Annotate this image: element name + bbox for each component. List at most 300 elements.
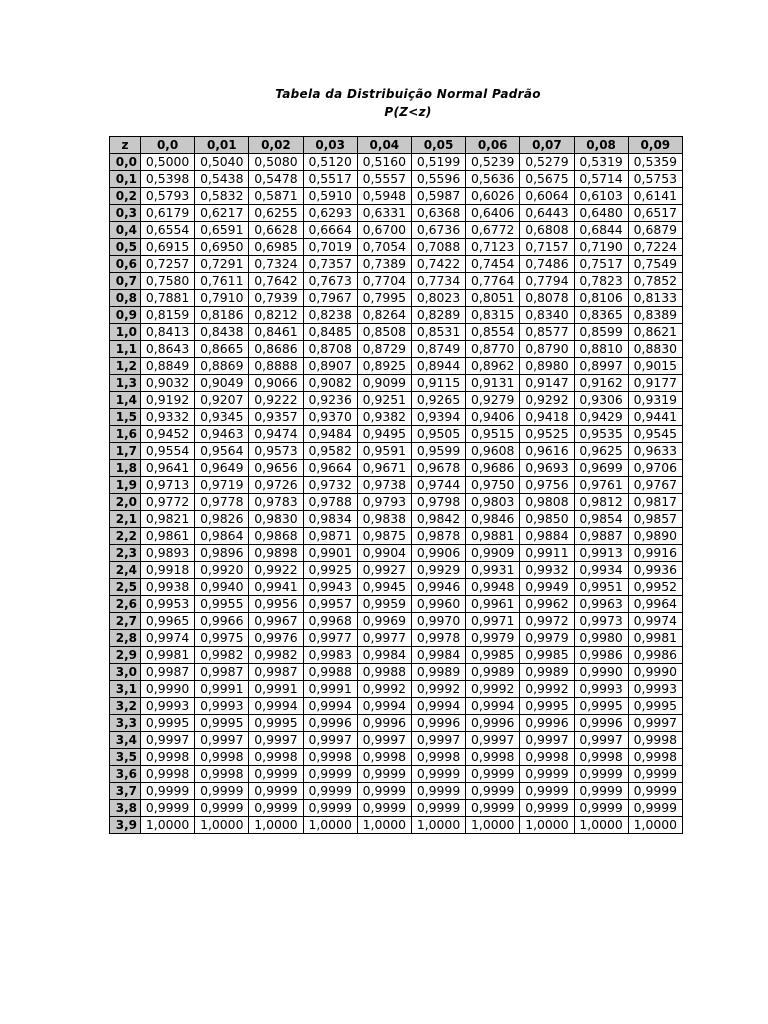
table-cell: 0,5279 <box>520 154 574 171</box>
table-cell: 0,9641 <box>141 460 195 477</box>
row-header-z: 3,9 <box>110 817 141 834</box>
table-cell: 0,7549 <box>628 256 682 273</box>
table-cell: 0,8023 <box>411 290 465 307</box>
table-cell: 0,7967 <box>303 290 357 307</box>
table-row <box>110 324 683 341</box>
page-subtitle: P(Z<z) <box>384 105 432 119</box>
table-cell: 0,8980 <box>520 358 574 375</box>
table-row <box>110 715 683 732</box>
table-cell: 0,7224 <box>628 239 682 256</box>
table-cell: 0,9582 <box>303 443 357 460</box>
table-cell: 0,9994 <box>411 698 465 715</box>
table-cell: 0,9977 <box>357 630 411 647</box>
row-header-z: 0,5 <box>110 239 141 256</box>
table-cell: 0,6844 <box>574 222 628 239</box>
table-row <box>110 647 683 664</box>
table-cell: 0,9236 <box>303 392 357 409</box>
table-row <box>110 613 683 630</box>
table-row <box>110 528 683 545</box>
table-cell: 0,9999 <box>141 783 195 800</box>
table-cell: 0,5438 <box>195 171 249 188</box>
table-cell: 0,9993 <box>628 681 682 698</box>
row-header-z: 3,2 <box>110 698 141 715</box>
table-cell: 0,5359 <box>628 154 682 171</box>
row-header-z: 1,5 <box>110 409 141 426</box>
table-cell: 0,9991 <box>303 681 357 698</box>
table-cell: 0,9719 <box>195 477 249 494</box>
table-cell: 0,9995 <box>141 715 195 732</box>
table-cell: 0,8531 <box>411 324 465 341</box>
table-cell: 0,9591 <box>357 443 411 460</box>
table-cell: 0,9997 <box>249 732 303 749</box>
table-row <box>110 766 683 783</box>
table-cell: 0,9474 <box>249 426 303 443</box>
table-cell: 0,5478 <box>249 171 303 188</box>
table-cell: 0,9999 <box>357 766 411 783</box>
table-cell: 0,7157 <box>520 239 574 256</box>
table-cell: 0,8106 <box>574 290 628 307</box>
table-cell: 0,9207 <box>195 392 249 409</box>
table-row <box>110 273 683 290</box>
table-cell: 0,6331 <box>357 205 411 222</box>
table-cell: 0,9997 <box>411 732 465 749</box>
table-row <box>110 307 683 324</box>
table-cell: 0,6554 <box>141 222 195 239</box>
table-cell: 0,9972 <box>520 613 574 630</box>
table-cell: 0,9968 <box>303 613 357 630</box>
table-cell: 0,8340 <box>520 307 574 324</box>
row-header-z: 3,8 <box>110 800 141 817</box>
table-cell: 0,9989 <box>466 664 520 681</box>
table-cell: 0,9049 <box>195 375 249 392</box>
column-header: 0,07 <box>520 137 574 154</box>
table-cell: 0,9999 <box>466 766 520 783</box>
table-cell: 0,8508 <box>357 324 411 341</box>
table-cell: 0,9564 <box>195 443 249 460</box>
table-cell: 0,9931 <box>466 562 520 579</box>
table-cell: 0,7517 <box>574 256 628 273</box>
table-row <box>110 358 683 375</box>
row-header-z: 1,4 <box>110 392 141 409</box>
table-cell: 0,7910 <box>195 290 249 307</box>
table-cell: 0,7611 <box>195 273 249 290</box>
column-header: 0,09 <box>628 137 682 154</box>
table-cell: 0,9978 <box>411 630 465 647</box>
table-row <box>110 562 683 579</box>
table-cell: 0,9756 <box>520 477 574 494</box>
table-cell: 0,5714 <box>574 171 628 188</box>
table-cell: 0,9994 <box>303 698 357 715</box>
table-cell: 0,9997 <box>141 732 195 749</box>
table-cell: 0,6628 <box>249 222 303 239</box>
table-cell: 0,9898 <box>249 545 303 562</box>
table-cell: 0,9957 <box>303 596 357 613</box>
table-cell: 0,5753 <box>628 171 682 188</box>
table-cell: 1,0000 <box>141 817 195 834</box>
table-cell: 0,9945 <box>357 579 411 596</box>
column-header: 0,05 <box>411 137 465 154</box>
table-cell: 0,9998 <box>249 749 303 766</box>
table-cell: 0,8962 <box>466 358 520 375</box>
table-cell: 0,6700 <box>357 222 411 239</box>
table-cell: 0,8944 <box>411 358 465 375</box>
table-cell: 0,7881 <box>141 290 195 307</box>
table-cell: 0,9996 <box>574 715 628 732</box>
table-cell: 0,9505 <box>411 426 465 443</box>
table-cell: 0,7291 <box>195 256 249 273</box>
table-row <box>110 392 683 409</box>
table-cell: 0,9082 <box>303 375 357 392</box>
table-cell: 0,9834 <box>303 511 357 528</box>
table-cell: 0,9788 <box>303 494 357 511</box>
table-cell: 0,7995 <box>357 290 411 307</box>
row-header-z: 2,6 <box>110 596 141 613</box>
table-cell: 0,7454 <box>466 256 520 273</box>
table-cell: 0,5000 <box>141 154 195 171</box>
table-cell: 0,9306 <box>574 392 628 409</box>
table-cell: 0,9821 <box>141 511 195 528</box>
table-cell: 0,9955 <box>195 596 249 613</box>
table-cell: 0,8438 <box>195 324 249 341</box>
table-cell: 0,9996 <box>303 715 357 732</box>
table-cell: 0,9990 <box>141 681 195 698</box>
table-cell: 0,8925 <box>357 358 411 375</box>
table-cell: 0,9881 <box>466 528 520 545</box>
table-cell: 0,9993 <box>141 698 195 715</box>
table-cell: 0,9463 <box>195 426 249 443</box>
row-header-z: 1,6 <box>110 426 141 443</box>
table-cell: 0,9995 <box>574 698 628 715</box>
table-cell: 0,6064 <box>520 188 574 205</box>
table-cell: 0,9987 <box>141 664 195 681</box>
row-header-z: 1,7 <box>110 443 141 460</box>
table-cell: 0,9911 <box>520 545 574 562</box>
table-cell: 0,9706 <box>628 460 682 477</box>
table-cell: 0,7422 <box>411 256 465 273</box>
table-cell: 0,8264 <box>357 307 411 324</box>
table-cell: 0,9015 <box>628 358 682 375</box>
table-cell: 0,9998 <box>628 749 682 766</box>
corner-cell: z <box>110 137 141 154</box>
table-cell: 0,5910 <box>303 188 357 205</box>
table-cell: 0,8186 <box>195 307 249 324</box>
table-cell: 0,9999 <box>574 783 628 800</box>
table-cell: 0,9608 <box>466 443 520 460</box>
table-container <box>109 136 683 834</box>
row-header-z: 0,3 <box>110 205 141 222</box>
table-cell: 0,8790 <box>520 341 574 358</box>
table-cell: 0,9998 <box>466 749 520 766</box>
table-cell: 0,6808 <box>520 222 574 239</box>
table-row <box>110 511 683 528</box>
row-header-z: 3,0 <box>110 664 141 681</box>
table-cell: 0,9998 <box>141 749 195 766</box>
table-cell: 0,9999 <box>411 783 465 800</box>
table-cell: 0,9988 <box>357 664 411 681</box>
row-header-z: 0,1 <box>110 171 141 188</box>
table-cell: 0,9901 <box>303 545 357 562</box>
table-cell: 0,5517 <box>303 171 357 188</box>
table-cell: 0,9995 <box>520 698 574 715</box>
table-cell: 0,9871 <box>303 528 357 545</box>
table-cell: 0,9983 <box>303 647 357 664</box>
table-cell: 0,9515 <box>466 426 520 443</box>
table-cell: 0,9418 <box>520 409 574 426</box>
table-row <box>110 494 683 511</box>
table-cell: 0,9995 <box>249 715 303 732</box>
table-cell: 0,9846 <box>466 511 520 528</box>
column-header: 0,04 <box>357 137 411 154</box>
table-cell: 0,9992 <box>357 681 411 698</box>
table-cell: 0,9913 <box>574 545 628 562</box>
table-cell: 0,8621 <box>628 324 682 341</box>
table-cell: 0,9484 <box>303 426 357 443</box>
row-header-z: 2,8 <box>110 630 141 647</box>
table-cell: 0,6772 <box>466 222 520 239</box>
table-cell: 0,9808 <box>520 494 574 511</box>
table-cell: 0,9999 <box>141 800 195 817</box>
table-cell: 0,8708 <box>303 341 357 358</box>
row-header-z: 1,3 <box>110 375 141 392</box>
table-cell: 1,0000 <box>574 817 628 834</box>
table-cell: 0,9251 <box>357 392 411 409</box>
column-header: 0,01 <box>195 137 249 154</box>
table-cell: 0,9699 <box>574 460 628 477</box>
table-cell: 0,9956 <box>249 596 303 613</box>
table-cell: 0,9961 <box>466 596 520 613</box>
table-row <box>110 477 683 494</box>
column-header: 0,02 <box>249 137 303 154</box>
table-cell: 0,9971 <box>466 613 520 630</box>
table-row <box>110 749 683 766</box>
table-cell: 0,9633 <box>628 443 682 460</box>
row-header-z: 1,2 <box>110 358 141 375</box>
table-cell: 0,9997 <box>303 732 357 749</box>
table-cell: 0,9997 <box>574 732 628 749</box>
table-cell: 0,9963 <box>574 596 628 613</box>
table-cell: 0,7486 <box>520 256 574 273</box>
table-cell: 0,6368 <box>411 205 465 222</box>
table-row <box>110 222 683 239</box>
title-block <box>0 85 768 121</box>
row-header-z: 3,6 <box>110 766 141 783</box>
table-cell: 0,9967 <box>249 613 303 630</box>
table-cell: 0,9890 <box>628 528 682 545</box>
table-row <box>110 426 683 443</box>
table-cell: 0,9953 <box>141 596 195 613</box>
table-cell: 0,9999 <box>574 800 628 817</box>
table-row <box>110 732 683 749</box>
table-cell: 0,9991 <box>249 681 303 698</box>
table-cell: 0,8830 <box>628 341 682 358</box>
table-cell: 0,9798 <box>411 494 465 511</box>
table-cell: 0,9772 <box>141 494 195 511</box>
table-cell: 0,9887 <box>574 528 628 545</box>
table-cell: 0,9918 <box>141 562 195 579</box>
table-cell: 0,9981 <box>628 630 682 647</box>
table-cell: 1,0000 <box>249 817 303 834</box>
table-row <box>110 290 683 307</box>
table-cell: 0,6026 <box>466 188 520 205</box>
table-cell: 0,9995 <box>628 698 682 715</box>
table-cell: 0,9992 <box>466 681 520 698</box>
row-header-z: 1,8 <box>110 460 141 477</box>
table-cell: 0,9974 <box>141 630 195 647</box>
table-cell: 0,9573 <box>249 443 303 460</box>
table-cell: 0,9131 <box>466 375 520 392</box>
table-cell: 1,0000 <box>357 817 411 834</box>
table-cell: 0,8133 <box>628 290 682 307</box>
table-cell: 0,9812 <box>574 494 628 511</box>
table-cell: 0,9949 <box>520 579 574 596</box>
header-row <box>110 137 683 154</box>
table-cell: 0,7054 <box>357 239 411 256</box>
row-header-z: 0,0 <box>110 154 141 171</box>
table-cell: 0,9997 <box>466 732 520 749</box>
table-cell: 0,9984 <box>411 647 465 664</box>
table-row <box>110 783 683 800</box>
table-cell: 0,8643 <box>141 341 195 358</box>
table-cell: 0,9649 <box>195 460 249 477</box>
table-cell: 0,9656 <box>249 460 303 477</box>
table-cell: 0,9989 <box>520 664 574 681</box>
table-cell: 0,8078 <box>520 290 574 307</box>
table-cell: 0,9929 <box>411 562 465 579</box>
table-cell: 0,9995 <box>195 715 249 732</box>
row-header-z: 2,7 <box>110 613 141 630</box>
table-cell: 0,9999 <box>574 766 628 783</box>
table-cell: 0,9998 <box>195 766 249 783</box>
table-row <box>110 341 683 358</box>
table-row <box>110 596 683 613</box>
table-cell: 0,9990 <box>628 664 682 681</box>
table-cell: 0,8212 <box>249 307 303 324</box>
table-cell: 0,7190 <box>574 239 628 256</box>
table-cell: 0,9997 <box>520 732 574 749</box>
table-cell: 0,9998 <box>411 749 465 766</box>
table-cell: 0,9842 <box>411 511 465 528</box>
table-cell: 0,7088 <box>411 239 465 256</box>
table-cell: 0,5199 <box>411 154 465 171</box>
table-row <box>110 460 683 477</box>
table-cell: 0,8686 <box>249 341 303 358</box>
row-header-z: 1,1 <box>110 341 141 358</box>
table-cell: 0,6255 <box>249 205 303 222</box>
table-cell: 0,9999 <box>411 800 465 817</box>
table-row <box>110 256 683 273</box>
table-cell: 0,9948 <box>466 579 520 596</box>
table-cell: 0,9922 <box>249 562 303 579</box>
table-row <box>110 188 683 205</box>
row-header-z: 3,4 <box>110 732 141 749</box>
table-cell: 0,9994 <box>466 698 520 715</box>
table-cell: 0,8413 <box>141 324 195 341</box>
table-cell: 0,8665 <box>195 341 249 358</box>
table-cell: 0,9977 <box>303 630 357 647</box>
table-cell: 0,9738 <box>357 477 411 494</box>
table-cell: 0,9279 <box>466 392 520 409</box>
table-cell: 0,9830 <box>249 511 303 528</box>
column-header: 0,08 <box>574 137 628 154</box>
table-cell: 0,9693 <box>520 460 574 477</box>
table-cell: 0,9357 <box>249 409 303 426</box>
column-header: 0,0 <box>141 137 195 154</box>
table-cell: 0,9115 <box>411 375 465 392</box>
table-cell: 0,5636 <box>466 171 520 188</box>
table-cell: 0,9999 <box>303 800 357 817</box>
table-cell: 0,9920 <box>195 562 249 579</box>
row-header-z: 2,1 <box>110 511 141 528</box>
table-cell: 0,9975 <box>195 630 249 647</box>
table-cell: 0,6293 <box>303 205 357 222</box>
table-cell: 1,0000 <box>466 817 520 834</box>
table-cell: 0,9904 <box>357 545 411 562</box>
table-cell: 0,9985 <box>520 647 574 664</box>
table-cell: 0,9982 <box>195 647 249 664</box>
table-cell: 0,9980 <box>574 630 628 647</box>
table-cell: 0,9382 <box>357 409 411 426</box>
table-cell: 0,6517 <box>628 205 682 222</box>
table-cell: 0,9826 <box>195 511 249 528</box>
table-cell: 0,9793 <box>357 494 411 511</box>
row-header-z: 2,5 <box>110 579 141 596</box>
row-header-z: 2,0 <box>110 494 141 511</box>
table-cell: 0,9997 <box>628 715 682 732</box>
table-cell: 0,9993 <box>574 681 628 698</box>
table-cell: 0,9998 <box>357 749 411 766</box>
table-cell: 0,5239 <box>466 154 520 171</box>
table-cell: 0,9998 <box>520 749 574 766</box>
table-row <box>110 171 683 188</box>
row-header-z: 3,3 <box>110 715 141 732</box>
table-cell: 0,9864 <box>195 528 249 545</box>
table-row <box>110 154 683 171</box>
table-cell: 0,7580 <box>141 273 195 290</box>
row-header-z: 2,4 <box>110 562 141 579</box>
table-cell: 0,9999 <box>411 766 465 783</box>
table-cell: 0,8289 <box>411 307 465 324</box>
row-header-z: 0,2 <box>110 188 141 205</box>
table-cell: 0,9993 <box>195 698 249 715</box>
table-cell: 0,9973 <box>574 613 628 630</box>
row-header-z: 3,5 <box>110 749 141 766</box>
table-cell: 0,9495 <box>357 426 411 443</box>
table-cell: 0,9987 <box>195 664 249 681</box>
table-cell: 0,7324 <box>249 256 303 273</box>
table-cell: 0,9965 <box>141 613 195 630</box>
table-cell: 0,9988 <box>303 664 357 681</box>
table-cell: 0,9803 <box>466 494 520 511</box>
table-cell: 0,9854 <box>574 511 628 528</box>
table-cell: 0,7734 <box>411 273 465 290</box>
table-cell: 0,9998 <box>574 749 628 766</box>
table-cell: 0,6179 <box>141 205 195 222</box>
table-cell: 0,7357 <box>303 256 357 273</box>
table-cell: 0,9999 <box>628 766 682 783</box>
table-cell: 0,9984 <box>357 647 411 664</box>
normal-distribution-table <box>109 136 683 834</box>
table-cell: 0,9713 <box>141 477 195 494</box>
table-cell: 0,9177 <box>628 375 682 392</box>
page-title: Tabela da Distribuição Normal Padrão <box>275 87 541 101</box>
table-cell: 0,9999 <box>628 800 682 817</box>
table-cell: 0,9997 <box>195 732 249 749</box>
row-header-z: 0,9 <box>110 307 141 324</box>
table-cell: 0,9996 <box>520 715 574 732</box>
table-cell: 0,5596 <box>411 171 465 188</box>
table-cell: 0,9999 <box>303 783 357 800</box>
table-row <box>110 239 683 256</box>
